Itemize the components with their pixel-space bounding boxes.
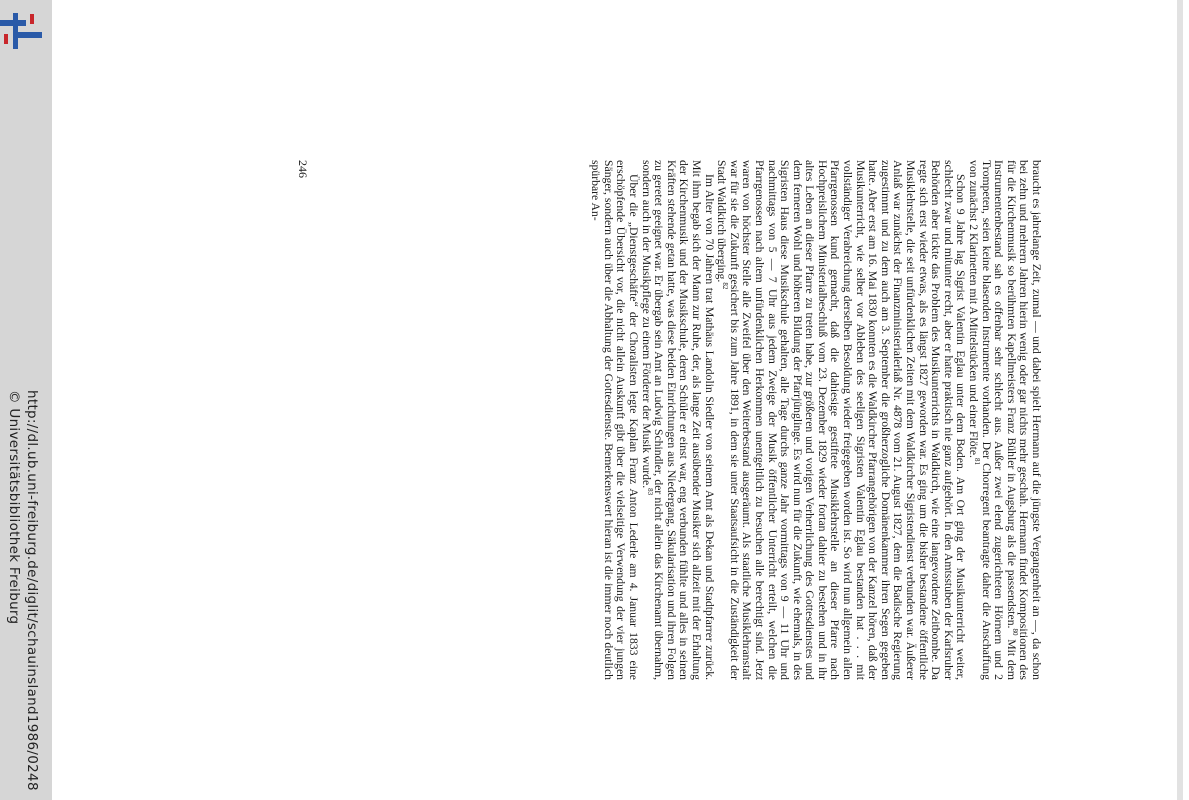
copyright-text: © Universitätsbibliothek Freiburg: [6, 390, 22, 625]
paragraph-4: Über die „Dienstgeschäfte“ der Choralisten legte Kaplan Franz Anton Lederle am 4. Januar 1833 eine erschöpfende Übersicht vor, die nicht allein Auskunft gibt über die vielseitige Verwendung der vier jungen Sänger, sondern auch über die Abhaltung der Gottesdienste. Bemerkenswert hieran ist die immer noch deutlich spürbare An-: [589, 160, 640, 680]
paragraph-1: braucht es jahrelange Zeit, zumal — und dabei spielt Hermann auf die jüngste Vergangenheit an —, da schon bei zehn und mehrern Jahren hierin wenig oder gar nichts mehr geschah. Hermann findet Kompositionen des für die Kirchenmusik so berühmten Kapellmeisters Franz Bühler in Augsburg als die passendsten.$^{80}$ Mit dem Instrumentenbestand sah es offenbar sehr schlecht aus. Außer zwei elend zugerichteten Hörnern und 2 Trompeten, seien keine blasenden Instrumente vorhanden. Der Chorregent beantragte daher die Anschaffung von zunächst 2 Klarinetten mit A Mittelstücken und einer Flöte.$^{81}$: [967, 160, 1043, 680]
page-number: 246: [296, 160, 310, 178]
paragraph-3: Im Alter von 70 Jahren trat Mathäus Landolin Siedler von seinem Amt als Dekan und Stadtpfarrer zurück. Mit ihm begab sich der Mann zur Ruhe, der, als lange Zeit ausübender Musiker sich allzeit mit der Erhaltung der Kirchenmusik und der Musikschule, deren Schüler er einst war, eng verbunden fühlte und alles in seinen Kräften stehende getan hatte, was diese beiden Einrichtungen aus Niedergang, Säkularisation und ihren Folgen zu geretet geeignet war. Er übergab sein Amt an Ludwig Schindler, der nicht allein das Kirchenamt übernahm, sondern auch in der Musikpflege zu einem Förderer der Musik wurde.$^{83}$: [639, 160, 716, 680]
footnote-ref: 80: [1010, 628, 1019, 636]
scanned-page: [52, 0, 1183, 800]
footnote-ref: 83: [645, 488, 654, 496]
source-url-text[interactable]: http://dl.ub.uni-freiburg.de/diglit/schauinsland1986/0248: [24, 390, 40, 791]
footnote-ref: 82: [721, 282, 730, 290]
paragraph-2: Schon 9 Jahre lag Sigrist Valentin Eglau unter dem Boden. Am Ort ging der Musikunterricht weiter, schlecht zwar und mitunter recht, aber er hatte praktisch nie ganz aufgehört. In den Amtsstuben der Karlsruher Behörden aber tickte das Problem des Musikunterrichts in Waldkirch, wie eine langevordene Zeitbombe. Da regte sich erst wieder etwas, als es längst 1827 geworden war. Es ging um die bisher bestandene öffentliche Musiklehrstelle, die seit unfürdenklichen Zeiten mit dem Waldkircher Sigristendienst verbunden war. Äußerer Anlaß war zunächst der Finanzministerialerlaß Nr. 4878 vom 21. August 1827, dem die Badische Regierung zugestimmt und zu dem auch am 3. September die großherzogliche Domänenkammer ihren Segen gegeben hatte. Aber erst am 16. Mai 1830 konnten es die Waldkircher Pfarrangehörigen von der Kanzel hören, daß der Musikunterricht, wie selber vor Ableben des seeligen Sigristen Valentin Eglau bestanden hat . . . mit vollständiger Verabreichung derselben Besoldung wieder freigegeben worden ist. So wird nun allgemein allen Pfarrgenossen kund gemacht, daß die dahiesige gestiftete Musiklehrstelle an dieser Pfarre nach Hochpreislichem Ministerialbeschluß vom 23. Dezember 1829 wieder fortan dahier zu bestehen und in ihr altes Leben an dieser Pfarre zu treten habe, zur größeren und vorigen Verherrlichung des Gottesdienstes und dem ferneren Wohl und höheren Bildung der Pfarrjünglinge. Es wird nun für die Zukunft, wie ehemals, in des Sigristen Haus diese Musikschule gehalten, alle Tage durchs ganze Jahr vormittags von 9 — 11 Uhr und nachmittags von 5 — 7 Uhr aus jedem Zweige der Musik öffentlicher Unterricht erteilt, welchen die Pfarrgenossen nach altem unfürdenklichen Herkommen unentgeltlich zu besuchen alle berechtigt sind. Jetzt waren von höchster Stelle alle Zweifel über den Weiterbestand ausgeräumt. Als staatliche Musiklehranstalt war für sie die Zukunft gesichert bis zum Jahre 1891, in dem sie unter Staatsaufsicht in die Zuständigkeit der Stadt Waldkirch überging.$^{82}$: [715, 160, 968, 680]
rotated-page-content: [296, 160, 1043, 680]
side-caption: [4, 390, 48, 790]
right-edge-bar: [1177, 0, 1183, 800]
university-library-logo-icon: [0, 10, 44, 52]
sidebar: [0, 0, 52, 800]
footnote-ref: 81: [972, 457, 981, 465]
body-text: [589, 160, 1042, 680]
